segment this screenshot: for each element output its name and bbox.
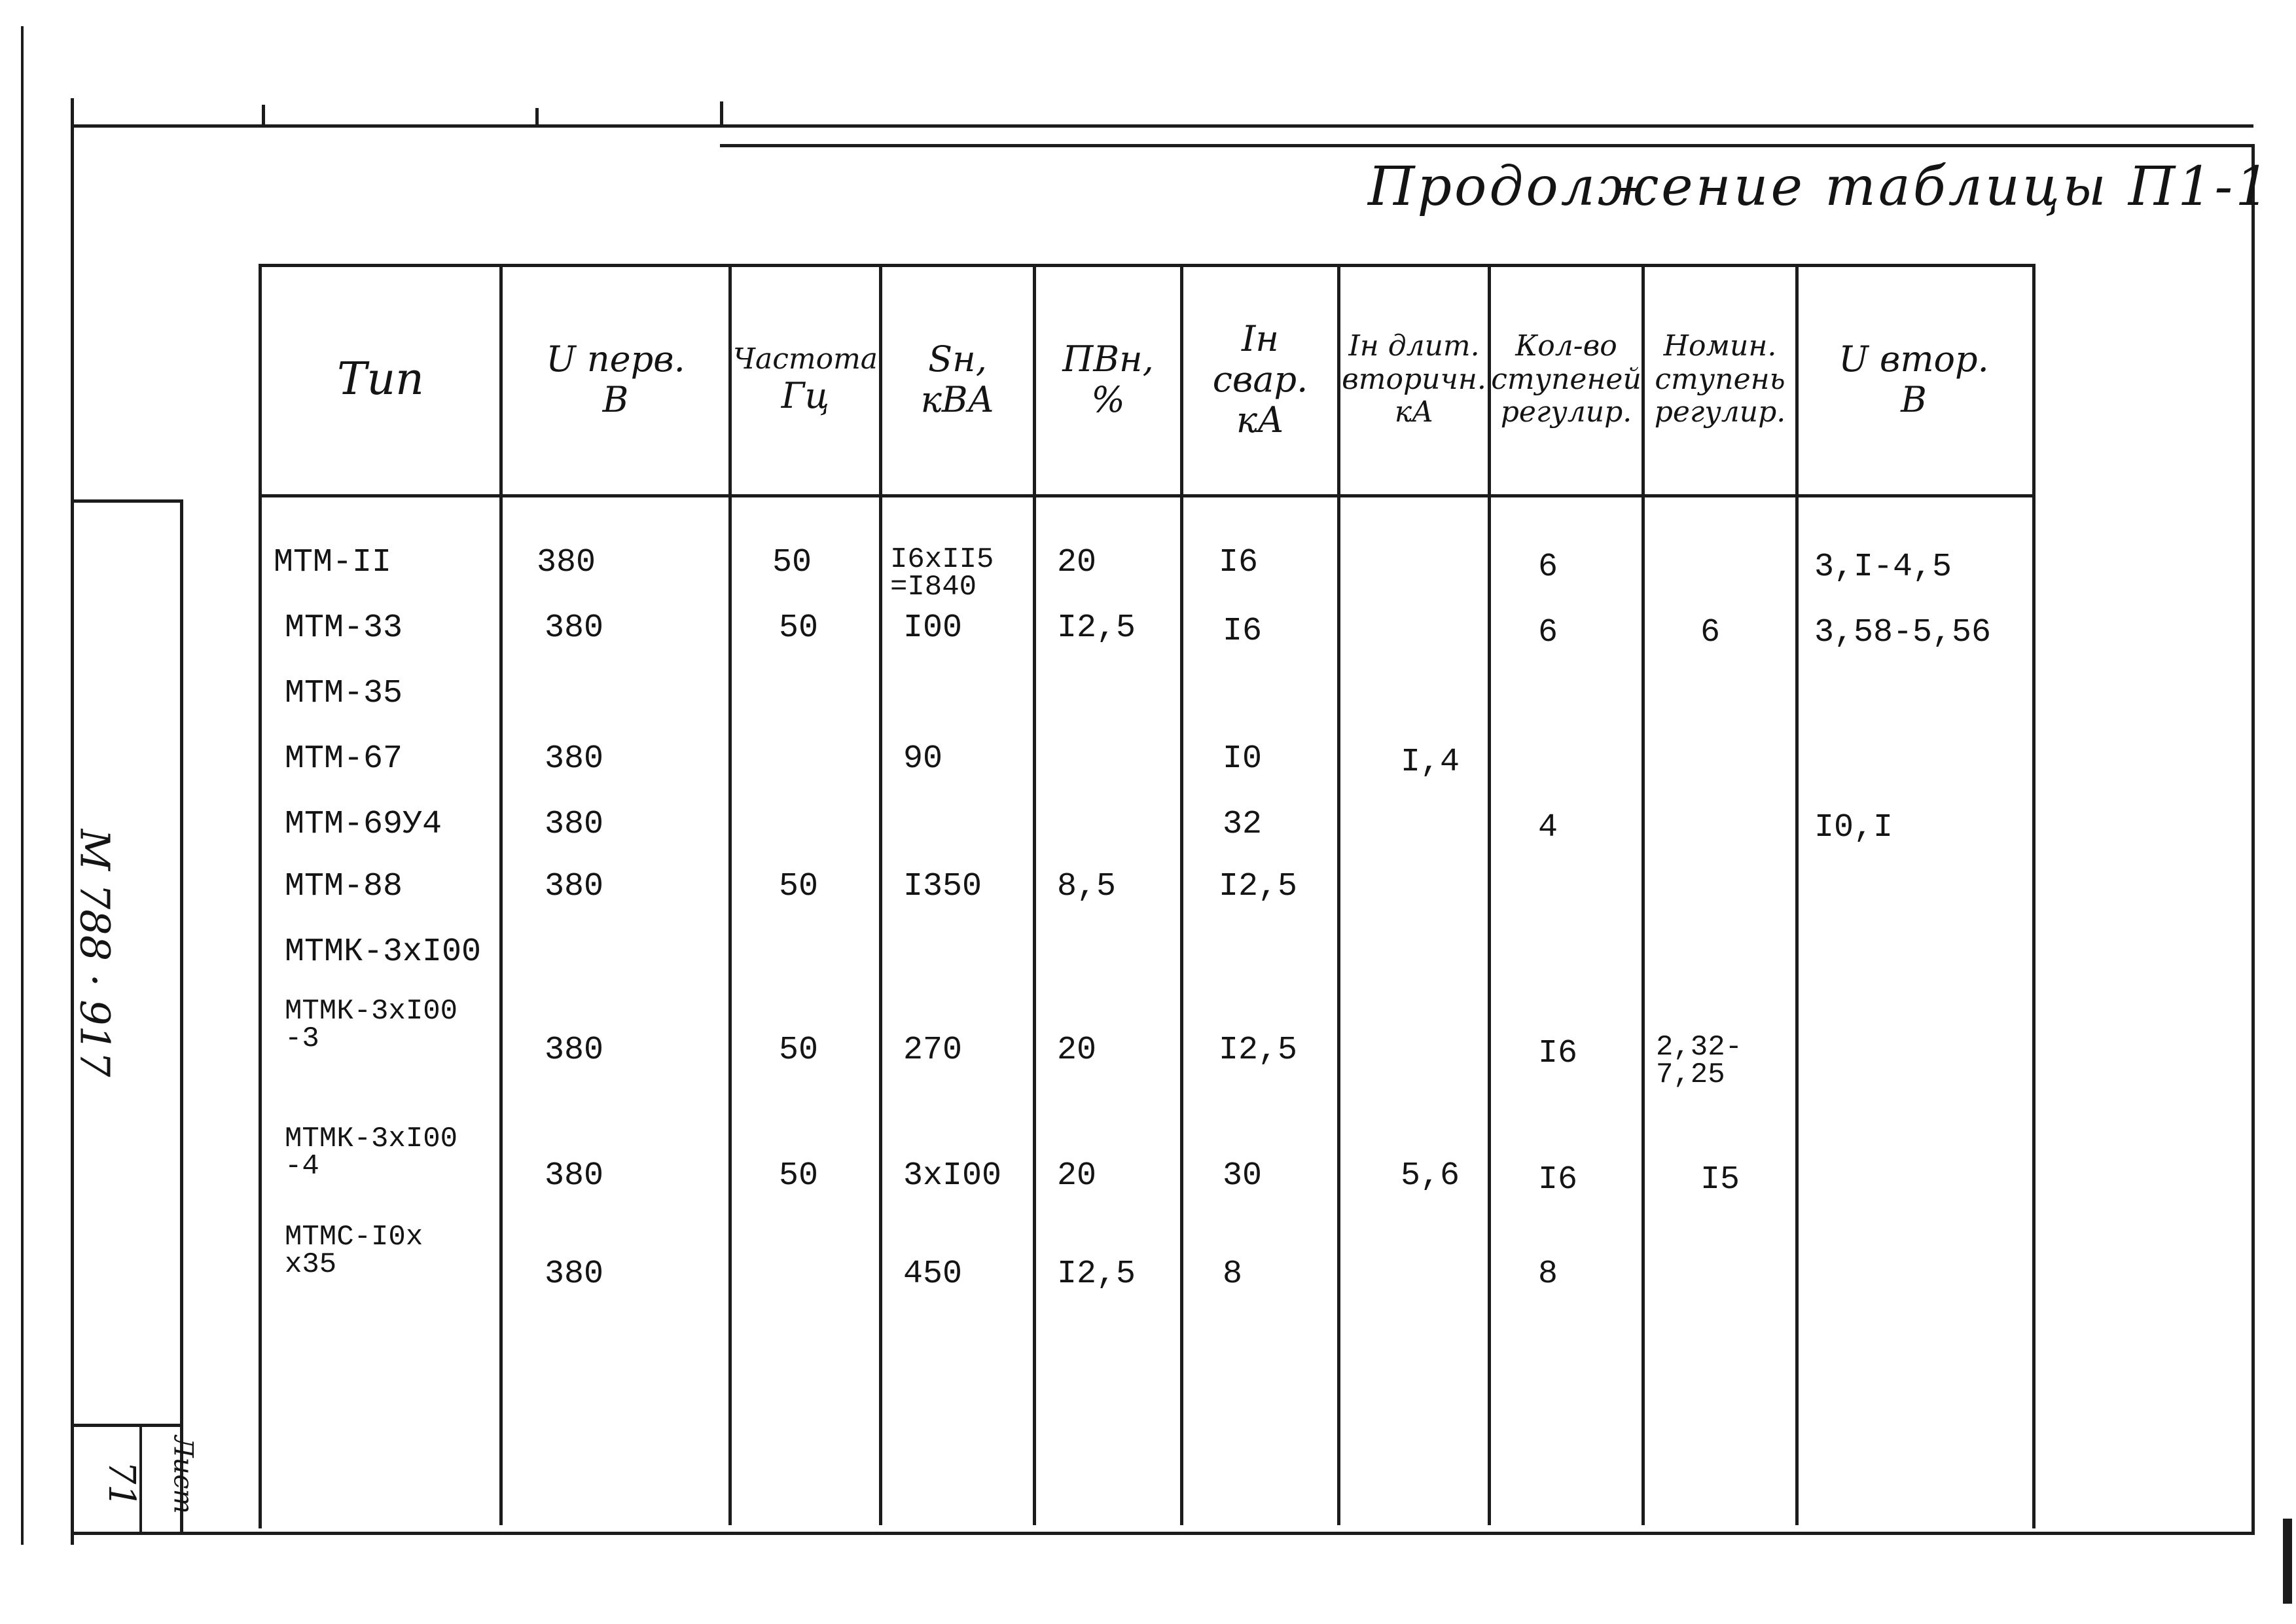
cell-type: МТМ-67	[285, 740, 403, 778]
cell-frequency: 50	[779, 1157, 819, 1195]
cell-i-weld: 32	[1223, 806, 1263, 843]
header-type-label: Тип	[337, 353, 424, 405]
header-frequency-unit: Гц	[781, 375, 830, 417]
cell-frequency: 50	[779, 1032, 819, 1069]
cell-pv-nom: I2,5	[1057, 1255, 1136, 1293]
header-type	[262, 268, 499, 491]
cell-i-weld: I2,5	[1219, 868, 1298, 905]
cell-type: МТМК-3хI00 -4	[285, 1123, 458, 1183]
cell-steps-count: 8	[1538, 1255, 1558, 1293]
frame-right	[2251, 144, 2255, 1535]
cell-steps-count: 6	[1538, 549, 1558, 586]
cell-type: МТМ-II	[274, 544, 392, 581]
cell-nominal-step: 2,32- 7,25	[1656, 1031, 1743, 1091]
cell-type: МТМ-33	[285, 609, 403, 647]
header-steps-count-sub2: регулир.	[1500, 395, 1632, 429]
sheet-number: 71	[100, 1460, 143, 1508]
cell-pv-nom: I2,5	[1057, 609, 1136, 647]
cell-pv-nom: 8,5	[1057, 868, 1117, 905]
corner-mark	[2283, 1519, 2292, 1604]
cell-s-nom: I00	[903, 609, 963, 647]
cell-steps-count: 6	[1538, 614, 1558, 651]
header-u-secondary-label: U втор.	[1839, 338, 1989, 380]
header-i-long-sub: вторичн.	[1342, 362, 1486, 396]
cell-steps-count: I6	[1538, 1161, 1578, 1199]
header-steps-count-sub: ступеней	[1491, 362, 1641, 396]
cell-i-long: 5,6	[1401, 1157, 1460, 1195]
frame-top-right	[720, 144, 2255, 147]
cell-i-weld: I0	[1223, 740, 1263, 778]
cell-steps-count: I6	[1538, 1035, 1578, 1072]
header-u-primary-unit: В	[602, 379, 629, 420]
header-u-secondary	[1799, 268, 2029, 491]
header-s-nom-label: Sн,	[928, 338, 987, 380]
cell-nominal-step: I5	[1700, 1161, 1740, 1199]
header-s-nom-unit: кВА	[920, 379, 995, 420]
cell-frequency: 50	[772, 544, 812, 581]
header-rule	[259, 494, 2032, 497]
document-code: М 788 · 917	[71, 829, 119, 1077]
header-u-primary	[503, 268, 728, 491]
cell-type: МТМС-I0х х35	[285, 1221, 423, 1281]
cell-type: МТМК-3хI00 -3	[285, 995, 458, 1055]
header-nominal-step-label: Номин.	[1663, 329, 1777, 363]
header-u-secondary-unit: В	[1901, 379, 1927, 420]
cell-frequency: 50	[779, 868, 819, 905]
frame-top-tick-2	[535, 108, 539, 126]
header-i-weld-unit: кА	[1236, 399, 1285, 441]
cell-pv-nom: 20	[1057, 544, 1097, 581]
cell-u-primary: 380	[545, 806, 604, 843]
cell-s-nom: I6xII5 =I840	[890, 543, 994, 604]
header-i-weld-label: Iн	[1242, 317, 1279, 359]
cell-i-weld: I6	[1219, 544, 1259, 581]
header-nominal-step	[1645, 268, 1795, 491]
cell-u-primary: 380	[545, 1255, 604, 1293]
cell-s-nom: 90	[903, 740, 943, 778]
cell-type: МТМ-88	[285, 868, 403, 905]
cell-u-primary: 380	[545, 740, 604, 778]
table-caption: Продолжение таблицы П1-1	[1368, 156, 2272, 218]
cell-type: МТМ-35	[285, 675, 403, 712]
header-steps-count	[1491, 268, 1641, 491]
header-i-weld	[1183, 268, 1337, 491]
cell-s-nom: I350	[903, 868, 982, 905]
cell-i-weld: I2,5	[1219, 1032, 1298, 1069]
header-u-primary-label: U перв.	[546, 338, 685, 380]
cell-i-weld: 8	[1223, 1255, 1243, 1293]
header-frequency	[732, 268, 879, 491]
cell-u-primary: 380	[545, 868, 604, 905]
cell-i-weld: 30	[1223, 1157, 1263, 1195]
frame-top-tick-1	[262, 105, 265, 126]
cell-u-primary: 380	[545, 1032, 604, 1069]
frame-left-outer	[21, 26, 24, 1545]
stamp-sheet-top	[71, 1424, 182, 1427]
sheet-label: Лист	[168, 1435, 198, 1514]
header-pv-nom-label: ПВн,	[1062, 338, 1154, 380]
cell-s-nom: 3хI00	[903, 1157, 1002, 1195]
stamp-top	[71, 499, 182, 503]
cell-u-primary: 380	[537, 544, 596, 581]
stamp-right	[180, 499, 183, 1534]
cell-u-secondary: I0,I	[1814, 809, 1893, 846]
frame-bottom	[71, 1532, 2255, 1535]
cell-frequency: 50	[779, 609, 819, 647]
header-pv-nom-unit: %	[1091, 379, 1125, 420]
cell-u-primary: 380	[545, 609, 604, 647]
cell-pv-nom: 20	[1057, 1032, 1097, 1069]
cell-i-long: I,4	[1401, 744, 1460, 781]
cell-type: МТМК-3хI00	[285, 933, 482, 971]
header-i-long-label: Iн длит.	[1348, 329, 1480, 363]
header-i-long-unit: кА	[1394, 395, 1434, 429]
header-nominal-step-sub: ступень	[1655, 362, 1785, 396]
cell-u-primary: 380	[545, 1157, 604, 1195]
cell-pv-nom: 20	[1057, 1157, 1097, 1195]
cell-i-weld: I6	[1223, 613, 1263, 650]
cell-type: МТМ-69У4	[285, 806, 442, 843]
frame-left	[71, 98, 74, 1545]
header-pv-nom	[1036, 268, 1180, 491]
cell-u-secondary: 3,I-4,5	[1814, 549, 1952, 586]
header-s-nom	[882, 268, 1033, 491]
header-nominal-step-sub2: регулир.	[1654, 395, 1786, 429]
header-i-weld-sub: свар.	[1212, 358, 1308, 400]
frame-top-tick-3	[720, 101, 723, 126]
cell-nominal-step: 6	[1700, 614, 1721, 651]
cell-steps-count: 4	[1538, 809, 1558, 846]
cell-s-nom: 450	[903, 1255, 963, 1293]
frame-top	[71, 124, 2253, 128]
header-steps-count-label: Кол-во	[1515, 329, 1617, 363]
cell-u-secondary: 3,58-5,56	[1814, 614, 1992, 651]
header-i-long	[1340, 268, 1488, 491]
header-frequency-label: Частота	[732, 342, 878, 376]
cell-s-nom: 270	[903, 1032, 963, 1069]
